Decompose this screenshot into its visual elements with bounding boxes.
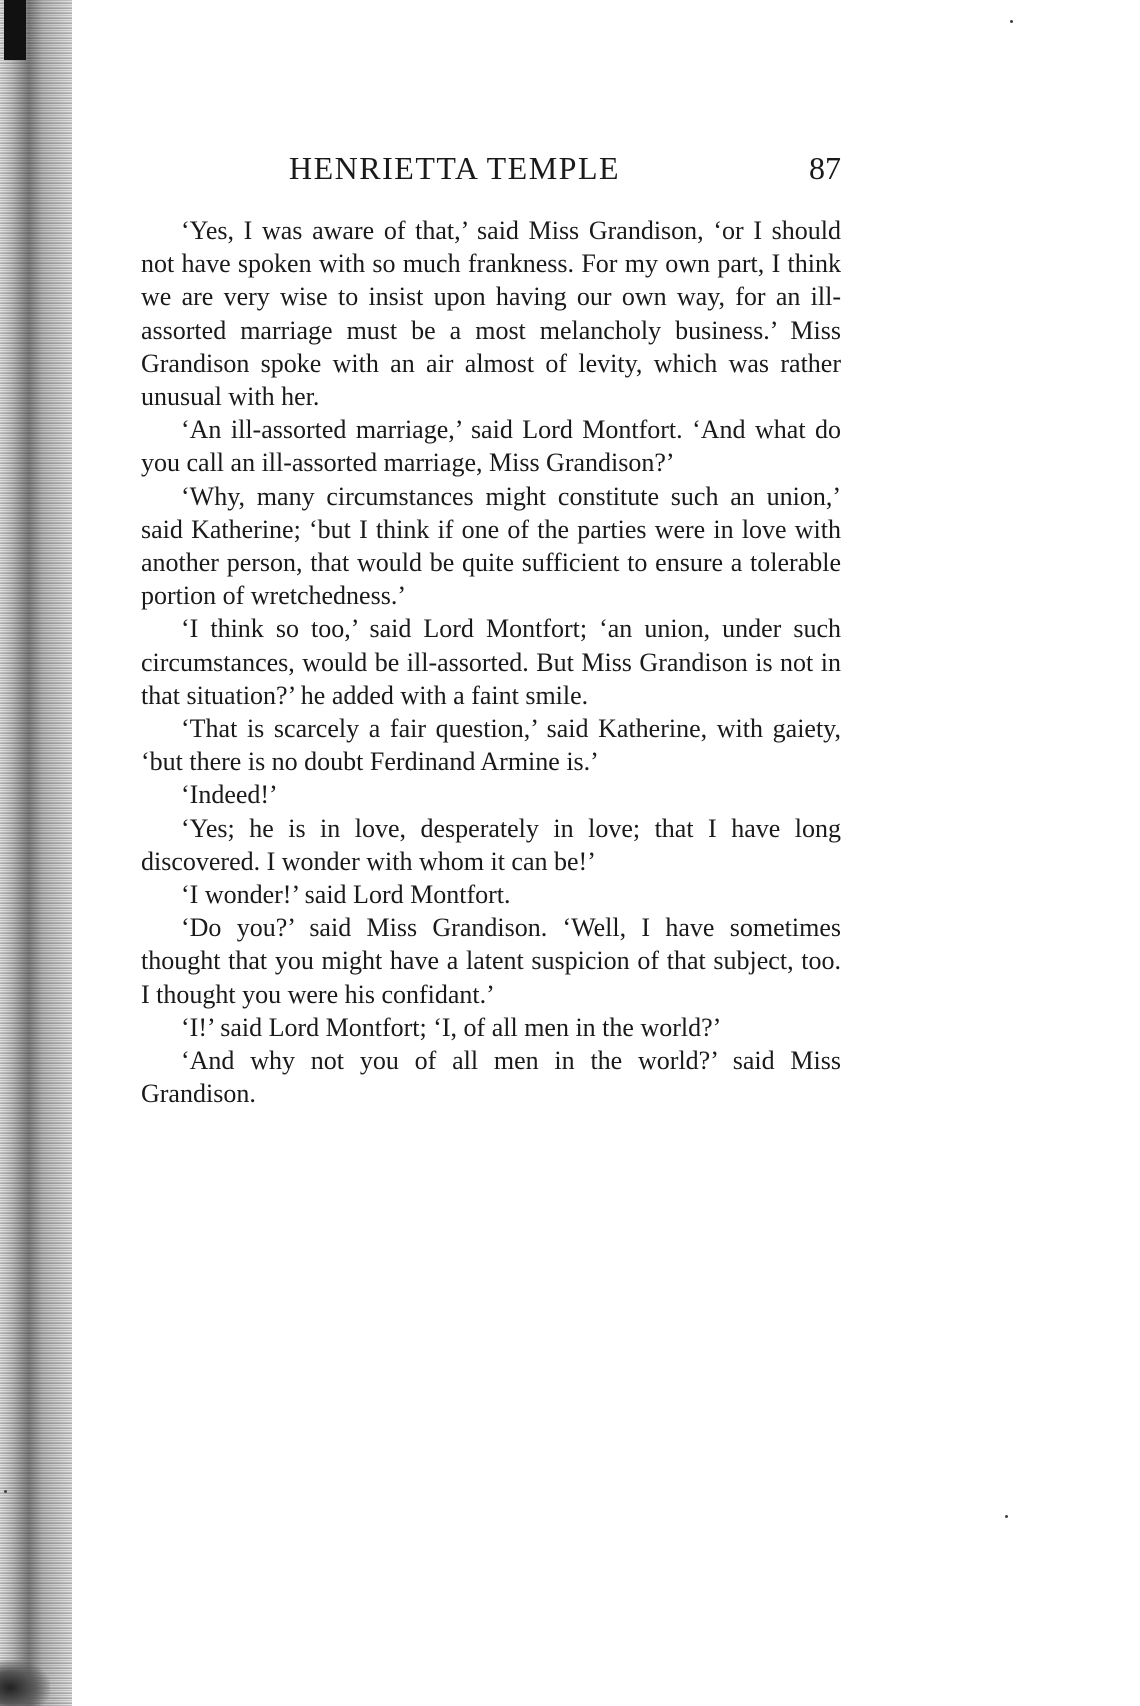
- book-binding-shadow: [0, 0, 72, 1706]
- paragraph: ‘Why, many circumstances might constitute such an union,’ said Katherine; ‘but I think if one of the parties were in love with another person, that would be quite sufficient to ensure a tolerable portion of wretchedness.’: [141, 481, 841, 611]
- paper-speck: [1010, 20, 1013, 23]
- page-number: 87: [809, 150, 841, 186]
- binding-dark-edge: [4, 0, 26, 60]
- paper-speck: [4, 1490, 7, 1493]
- paragraph: ‘Do you?’ said Miss Grandison. ‘Well, I have sometimes thought that you might have a latent suspicion of that subject, too. I thought you were his confidant.’: [141, 913, 841, 1009]
- page-body: [141, 214, 841, 1110]
- paragraph: ‘I!’ said Lord Montfort; ‘I, of all men in the world?’: [181, 1012, 722, 1042]
- binding-corner-smudge: [0, 1660, 50, 1706]
- paragraph: ‘Indeed!’: [181, 780, 278, 810]
- paragraph: ‘I wonder!’ said Lord Montfort.: [181, 880, 511, 910]
- paragraph: ‘Yes, I was aware of that,’ said Miss Grandison, ‘or I should not have spoken with so much frankness. For my own part, I think we are very wise to insist upon having our own way, for an ill-assorted marriage must be a most melancholy business.’ Miss Grandison spoke with an air almost of levity, which was rather unusual with her.: [141, 216, 841, 412]
- running-header: [141, 150, 841, 200]
- paragraph: ‘And why not you of all men in the world?’ said Miss Grandison.: [141, 1046, 841, 1109]
- running-title: HENRIETTA TEMPLE: [289, 150, 621, 186]
- paper-speck: [1005, 1515, 1008, 1518]
- paragraph: ‘An ill-assorted marriage,’ said Lord Montfort. ‘And what do you call an ill-assorted marriage, Miss Grandison?’: [141, 415, 841, 478]
- paragraph: ‘I think so too,’ said Lord Montfort; ‘an union, under such circumstances, would be ill-assorted. But Miss Grandison is not in that situation?’ he added with a faint smile.: [141, 614, 841, 710]
- paragraph: ‘Yes; he is in love, desperately in love; that I have long discovered. I wonder with whom it can be!’: [141, 813, 841, 876]
- paragraph: ‘That is scarcely a fair question,’ said Katherine, with gaiety, ‘but there is no doubt Ferdinand Armine is.’: [141, 714, 841, 777]
